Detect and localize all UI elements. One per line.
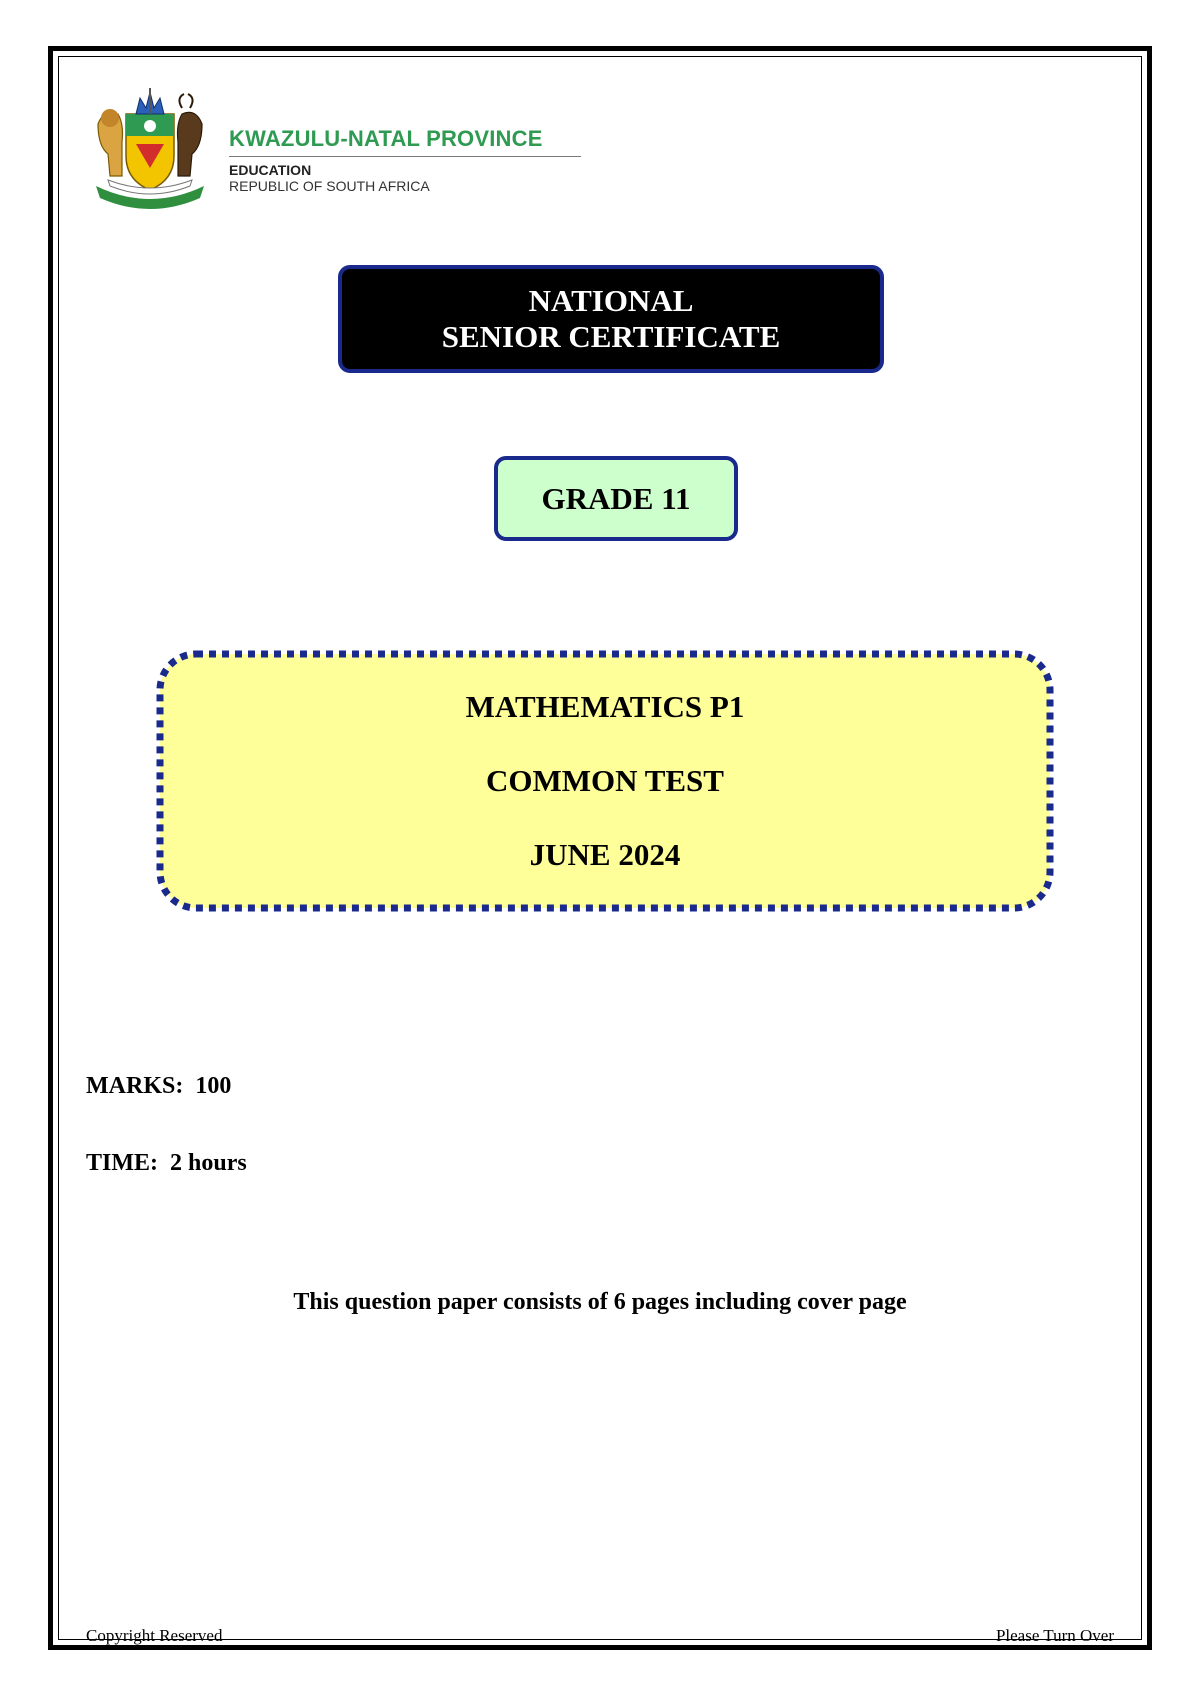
time-info <box>86 1150 247 1177</box>
test-type: COMMON TEST <box>486 763 724 798</box>
footer-turn-over: Please Turn Over <box>995 1626 1114 1645</box>
time-label: TIME: <box>86 1150 158 1176</box>
marks-label: MARKS: <box>86 1073 184 1099</box>
country-name: REPUBLIC OF SOUTH AFRICA <box>229 178 430 194</box>
certificate-line-2: SENIOR CERTIFICATE <box>441 319 781 354</box>
subject-box <box>156 650 1054 912</box>
marks-info <box>86 1073 231 1100</box>
footer-copyright: Copyright Reserved <box>86 1626 223 1645</box>
test-date: JUNE 2024 <box>529 837 681 872</box>
department-name: EDUCATION <box>229 162 312 178</box>
certificate-title-box <box>338 265 884 373</box>
province-name: KWAZULU-NATAL PROVINCE <box>229 126 543 151</box>
brand-divider <box>229 156 581 157</box>
marks-value: 100 <box>195 1073 232 1099</box>
grade-box <box>494 456 738 541</box>
pages-note: This question paper consists of 6 pages including cover page <box>293 1289 907 1315</box>
coat-of-arms-icon <box>86 84 214 212</box>
department-brand <box>229 126 589 194</box>
time-value: 2 hours <box>170 1150 247 1176</box>
subject-name: MATHEMATICS P1 <box>465 689 745 724</box>
grade-label: GRADE 11 <box>541 480 691 516</box>
certificate-line-1: NATIONAL <box>528 283 694 318</box>
